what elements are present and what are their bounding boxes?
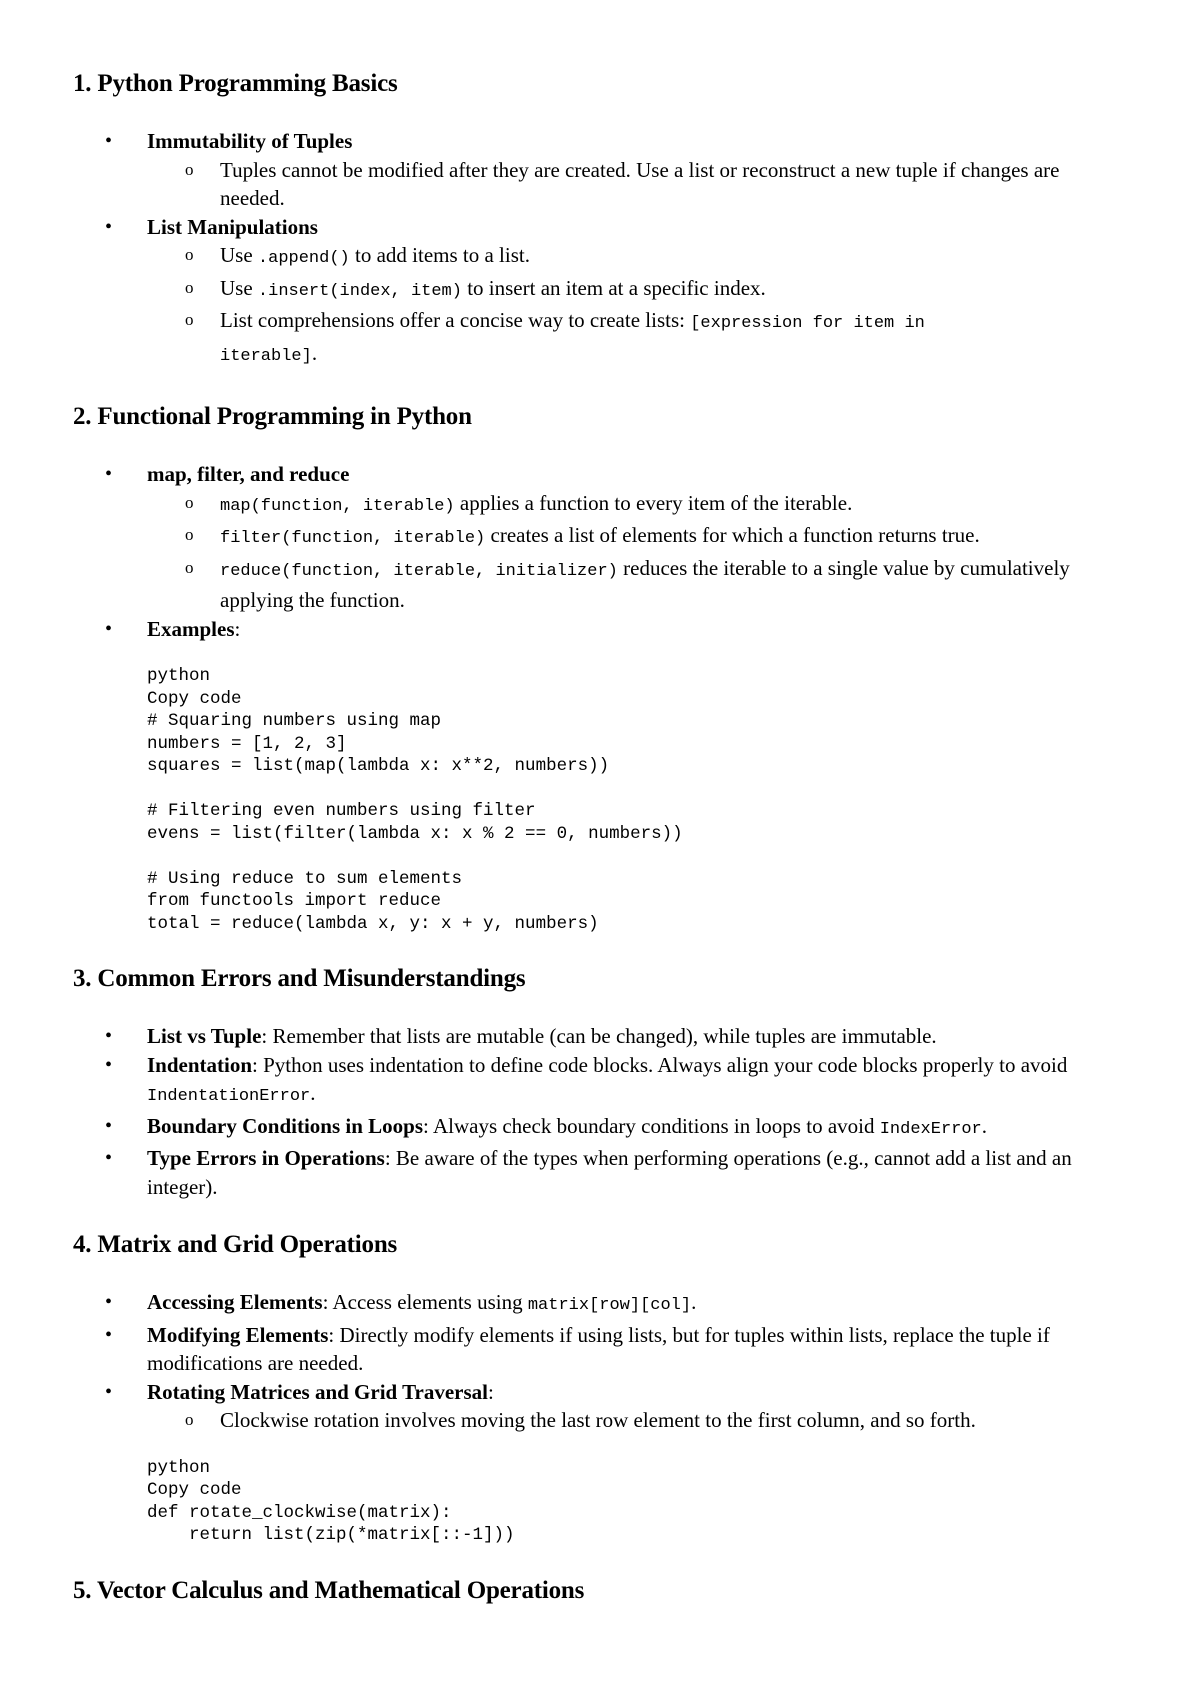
bullet-list	[73, 1288, 1200, 1435]
sub-list	[147, 1406, 1200, 1435]
item-label: Type Errors in Operations	[147, 1146, 385, 1170]
inline-code: reduce(function, iterable, initializer)	[220, 561, 618, 581]
inline-code: map(function, iterable)	[220, 496, 455, 516]
sub-list	[147, 489, 1200, 615]
sub-item: o Tuples cannot be modified after they are created. Use a list or reconstruct a new tuple if changes are needed.	[147, 156, 1080, 213]
list-item: • Rotating Matrices and Grid Traversal: o Clockwise rotation involves moving the last row element to the first column, and so forth.	[73, 1378, 1200, 1435]
list-item	[73, 460, 1200, 615]
sub-item: o Use .append() to add items to a list.	[147, 241, 1200, 274]
sub-item: o Use .insert(index, item) to insert an item at a specific index.	[147, 274, 1200, 307]
item-label: List vs Tuple	[147, 1024, 262, 1048]
list-item: • Accessing Elements: Access elements using matrix[row][col].	[73, 1288, 1200, 1321]
list-item: • Modifying Elements: Directly modify elements if using lists, but for tuples within lists, replace the tuple if modifications are needed.	[73, 1321, 1147, 1378]
section-heading: 3. Common Errors and Misunderstandings	[73, 965, 526, 992]
list-item: • Type Errors in Operations: Be aware of the types when performing operations (e.g., cannot add a list and an integer).	[73, 1144, 1147, 1201]
inline-code: [expression for item in iterable]	[220, 314, 925, 366]
list-item	[73, 127, 1200, 213]
item-label: Boundary Conditions in Loops	[147, 1113, 424, 1138]
item-label: Rotating Matrices and Grid Traversal	[147, 1379, 489, 1404]
sub-item: o map(function, iterable) applies a function to every item of the iterable.	[147, 489, 1200, 522]
inline-code: matrix[row][col]	[527, 1296, 692, 1315]
sub-item: o reduce(function, iterable, initializer) reduces the iterable to a single value by cumulatively applying the function.	[147, 554, 1120, 615]
inline-code: filter(function, iterable)	[220, 529, 486, 548]
item-label: Examples	[147, 616, 235, 641]
item-label: Immutability of Tuples	[147, 129, 353, 153]
section-heading: 2. Functional Programming in Python	[73, 403, 472, 430]
inline-code: .append()	[257, 249, 350, 268]
bullet-list	[73, 460, 1200, 643]
code-block: python Copy code # Squaring numbers using map numbers = [1, 2, 3] squares = list(map(lambda x: x**2, numbers)) # Filtering even numbers using filter evens = list(filter(lambda x: x % 2 == 0, numbers)) # Using reduce to sum elements from functools import reduce total = reduce(lambda x, y: x + y, numbers)	[147, 666, 683, 934]
item-label: Indentation	[147, 1052, 253, 1077]
sub-list	[147, 241, 1200, 371]
sub-item: o filter(function, iterable) creates a list of elements for which a function returns true.	[147, 521, 1200, 554]
sub-list	[147, 156, 1200, 213]
list-item: • Boundary Conditions in Loops: Always check boundary conditions in loops to avoid IndexError.	[73, 1112, 1147, 1145]
list-item: • List vs Tuple: Remember that lists are mutable (can be changed), while tuples are immutable.	[73, 1022, 1147, 1051]
code-block: python Copy code def rotate_clockwise(matrix): return list(zip(*matrix[::-1]))	[147, 1457, 515, 1545]
section-heading: 1. Python Programming Basics	[73, 70, 398, 97]
section-heading: 5. Vector Calculus and Mathematical Operations	[73, 1576, 585, 1604]
bullet-list	[73, 127, 1200, 371]
inline-code: .insert(index, item)	[257, 281, 462, 301]
list-item	[73, 213, 1200, 372]
item-label: map, filter, and reduce	[147, 462, 350, 486]
item-label: Modifying Elements	[147, 1322, 329, 1347]
bullet-list	[73, 1022, 1200, 1201]
sub-item: o Clockwise rotation involves moving the last row element to the first column, and so forth.	[147, 1406, 1200, 1435]
list-item: • Indentation: Python uses indentation to define code blocks. Always align your code blocks properly to avoid IndentationError.	[73, 1051, 1147, 1112]
section-heading: 4. Matrix and Grid Operations	[73, 1231, 398, 1258]
list-item: • Examples:	[73, 615, 1200, 644]
sub-item: o List comprehensions offer a concise way to create lists: [expression for item in iterable].	[147, 306, 1020, 371]
item-label: Accessing Elements	[147, 1290, 323, 1314]
item-label: List Manipulations	[147, 214, 318, 239]
inline-code: IndexError	[879, 1119, 982, 1139]
inline-code: IndentationError	[147, 1087, 311, 1106]
